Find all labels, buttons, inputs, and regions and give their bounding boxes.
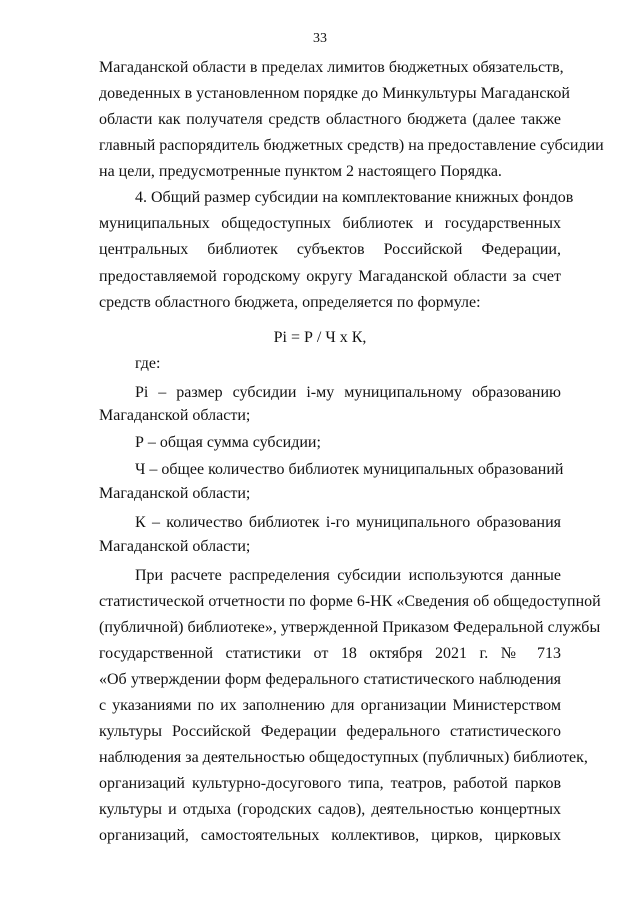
text-line: Магаданской области; [99, 407, 251, 424]
text-line: Р – общая сумма субсидии; [135, 434, 321, 451]
text-line: государственной статистики от 18 октября 2021 г. № 713 [99, 645, 561, 662]
text-line: средств областного бюджета, определяется по формуле: [99, 294, 481, 311]
page-number: 33 [313, 31, 327, 46]
text-line: «Об утверждении форм федерального статистического наблюдения [99, 671, 561, 688]
text-line: доведенных в установленном порядке до Минкультуры Магаданской [99, 85, 570, 102]
text-line: Pi – размер субсидии i-му муниципальному образованию [135, 384, 561, 401]
text-line: статистической отчетности по форме 6-НК «Сведения об общедоступной [99, 593, 601, 610]
text-line: культуры и отдыха (городских садов), деятельностью концертных [99, 801, 561, 818]
text-line: При расчете распределения субсидии используются данные [135, 567, 561, 584]
text-line: наблюдения за деятельностью общедоступных (публичных) библиотек, [99, 749, 588, 766]
text-line: 4. Общий размер субсидии на комплектование книжных фондов [135, 189, 574, 206]
text-line: предоставляемой городскому округу Магаданской области за счет [99, 268, 561, 285]
text-line: Магаданской области; [99, 538, 251, 555]
text-line: с указаниями по их заполнению для организации Министерством [99, 697, 561, 714]
text-line: центральных библиотек субъектов Российской Федерации, [99, 241, 561, 258]
text-line: (публичной) библиотеке», утвержденной Приказом Федеральной службы [99, 619, 601, 636]
text-line: главный распорядитель бюджетных средств) на предоставление субсидии [99, 137, 604, 154]
text-line: организаций культурно-досугового типа, театров, работой парков [99, 775, 561, 792]
text-line: организаций, самостоятельных коллективов, цирков, цирковых [99, 827, 561, 844]
text-line: муниципальных общедоступных библиотек и государственных [99, 215, 561, 232]
text-line: на цели, предусмотренные пунктом 2 настоящего Порядка. [99, 163, 502, 180]
text-line: культуры Российской Федерации федерального статистического [99, 723, 561, 740]
text-line: области как получателя средств областного бюджета (далее также [99, 111, 561, 128]
text-line: где: [135, 355, 161, 372]
text-line: Магаданской области; [99, 485, 251, 502]
text-line: Магаданской области в пределах лимитов бюджетных обязательств, [99, 59, 564, 76]
text-line: Ч – общее количество библиотек муниципальных образований [135, 461, 564, 478]
formula: Pi = Р / Ч х К, [273, 329, 367, 346]
text-line: К – количество библиотек i-го муниципального образования [135, 514, 561, 531]
